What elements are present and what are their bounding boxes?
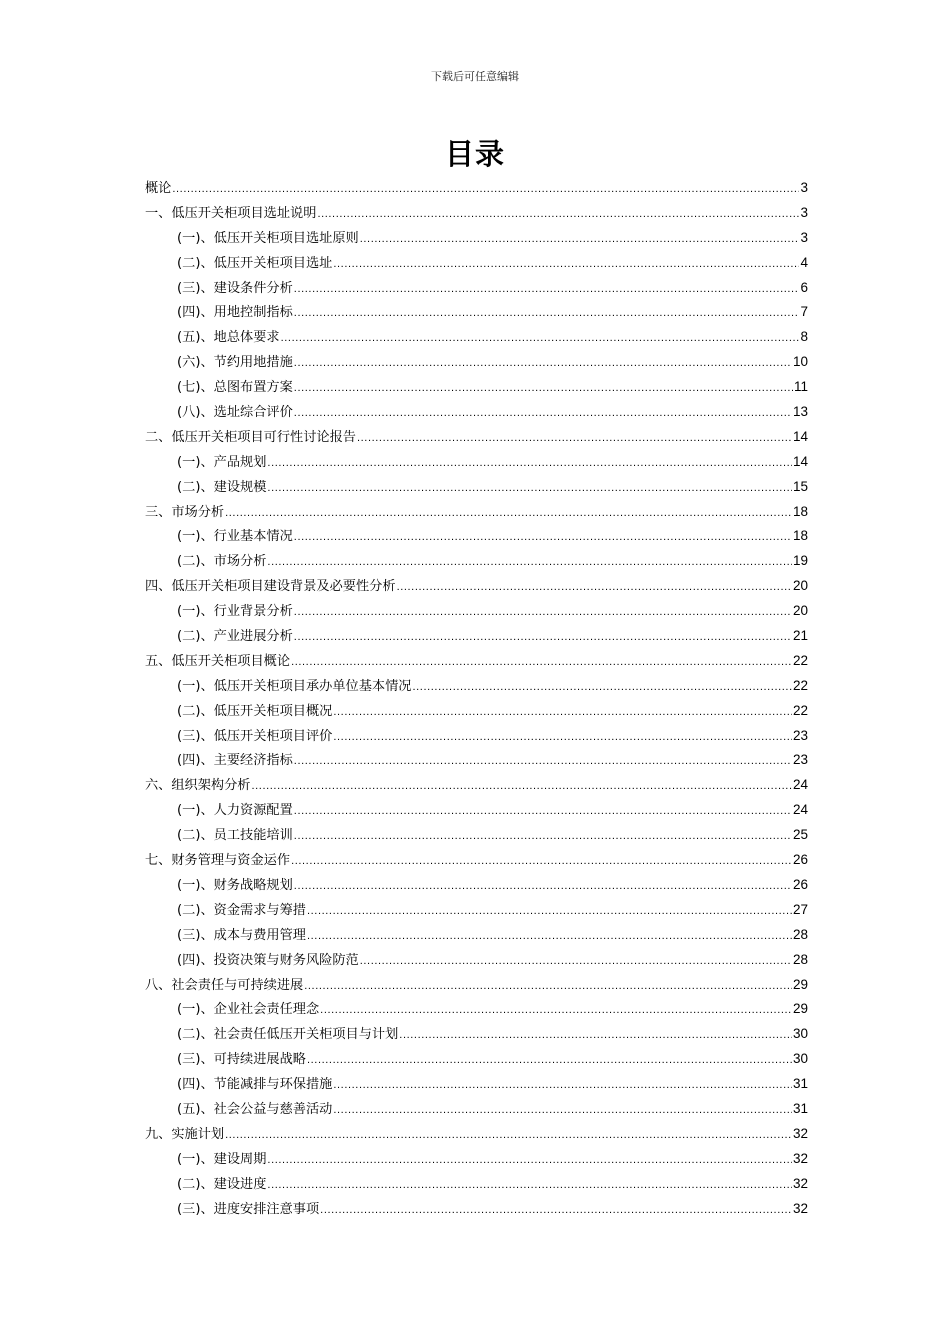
- toc-dot-leader: [307, 1048, 792, 1073]
- toc-entry-label: (一)、财务战略规划: [177, 877, 293, 893]
- toc-entry[interactable]: [145, 500, 808, 525]
- toc-entry[interactable]: [145, 898, 808, 923]
- toc-entry[interactable]: [145, 724, 808, 749]
- toc-entry[interactable]: [145, 1022, 808, 1047]
- toc-dot-leader: [225, 501, 792, 526]
- toc-entry[interactable]: [145, 973, 808, 998]
- toc-entry[interactable]: [145, 948, 808, 973]
- table-of-contents: [145, 176, 808, 1221]
- toc-entry[interactable]: [145, 425, 808, 450]
- toc-dot-leader: [333, 700, 792, 725]
- toc-entry[interactable]: [145, 325, 808, 350]
- toc-dot-leader: [412, 675, 791, 700]
- toc-entry-label: (三)、建设条件分析: [177, 280, 293, 296]
- toc-dot-leader: [320, 998, 792, 1023]
- toc-entry[interactable]: [145, 1172, 808, 1197]
- toc-entry-page-number: 22: [792, 677, 808, 693]
- toc-entry[interactable]: [145, 798, 808, 823]
- toc-entry-label: (二)、建设规模: [177, 479, 267, 495]
- toc-dot-leader: [317, 202, 799, 227]
- toc-entry-page-number: 18: [792, 503, 808, 519]
- toc-dot-leader: [360, 227, 800, 252]
- toc-dot-leader: [320, 1198, 792, 1223]
- toc-entry-label: (二)、建设进度: [177, 1176, 267, 1192]
- toc-dot-leader: [267, 1173, 792, 1198]
- toc-entry[interactable]: [145, 599, 808, 624]
- toc-entry-page-number: 26: [792, 876, 808, 892]
- toc-dot-leader: [267, 1148, 792, 1173]
- toc-entry[interactable]: [145, 201, 808, 226]
- toc-dot-leader: [281, 326, 800, 351]
- toc-entry-page-number: 6: [800, 279, 808, 295]
- toc-entry-label: (八)、选址综合评价: [177, 405, 293, 421]
- toc-entry-page-number: 32: [792, 1175, 808, 1191]
- toc-dot-leader: [294, 625, 792, 650]
- toc-entry-label: 五、低压开关柜项目概论: [145, 653, 291, 669]
- toc-entry[interactable]: [145, 375, 808, 400]
- toc-dot-leader: [267, 550, 792, 575]
- toc-entry[interactable]: [145, 350, 808, 375]
- toc-entry[interactable]: [145, 276, 808, 301]
- toc-entry[interactable]: [145, 1072, 808, 1097]
- toc-entry[interactable]: [145, 574, 808, 599]
- toc-entry-page-number: 27: [792, 901, 808, 917]
- toc-entry-label: 六、组织架构分析: [145, 778, 251, 794]
- toc-entry-page-number: 3: [800, 229, 808, 245]
- toc-entry-label: 三、市场分析: [145, 504, 225, 520]
- toc-dot-leader: [291, 849, 792, 874]
- toc-entry-page-number: 20: [792, 578, 808, 594]
- toc-dot-leader: [333, 1073, 792, 1098]
- toc-entry-page-number: 13: [792, 404, 808, 420]
- toc-entry-label: (三)、可持续进展战略: [177, 1052, 306, 1068]
- toc-entry-label: (一)、企业社会责任理念: [177, 1002, 320, 1018]
- toc-entry-page-number: 3: [800, 180, 808, 195]
- toc-entry-label: (二)、资金需求与筹措: [177, 902, 306, 918]
- toc-entry-label: (二)、产业进展分析: [177, 629, 293, 645]
- page-title: 目录: [444, 137, 505, 171]
- toc-entry-label: (四)、节能减排与环保措施: [177, 1077, 333, 1093]
- toc-dot-leader: [294, 376, 793, 401]
- toc-entry-page-number: 32: [792, 1125, 808, 1141]
- toc-entry[interactable]: [145, 524, 808, 549]
- toc-entry[interactable]: [145, 1047, 808, 1072]
- toc-entry-page-number: 14: [792, 453, 808, 469]
- toc-entry-page-number: 25: [792, 827, 808, 843]
- toc-entry[interactable]: [145, 748, 808, 773]
- toc-entry[interactable]: [145, 624, 808, 649]
- toc-dot-leader: [267, 476, 792, 501]
- toc-entry[interactable]: [145, 649, 808, 674]
- toc-dot-leader: [333, 725, 792, 750]
- toc-entry-label: (五)、地总体要求: [177, 330, 280, 346]
- toc-entry-page-number: 31: [792, 1100, 808, 1116]
- toc-entry-page-number: 28: [792, 926, 808, 942]
- toc-entry-label: (三)、进度安排注意事项: [177, 1201, 320, 1217]
- toc-entry[interactable]: [145, 251, 808, 276]
- toc-entry[interactable]: [145, 923, 808, 948]
- toc-dot-leader: [333, 252, 799, 277]
- toc-entry[interactable]: [145, 823, 808, 848]
- toc-entry-page-number: 7: [800, 304, 808, 320]
- toc-entry[interactable]: [145, 699, 808, 724]
- toc-entry-label: 九、实施计划: [145, 1126, 225, 1142]
- toc-entry-label: (一)、产品规划: [177, 454, 267, 470]
- toc-entry-page-number: 26: [792, 852, 808, 868]
- toc-entry-page-number: 21: [792, 628, 808, 644]
- toc-entry-page-number: 11: [793, 379, 808, 395]
- toc-dot-leader: [225, 1123, 792, 1148]
- toc-entry-label: (二)、低压开关柜项目概况: [177, 703, 333, 719]
- toc-entry[interactable]: [145, 400, 808, 425]
- toc-entry-label: 一、低压开关柜项目选址说明: [145, 205, 317, 221]
- toc-entry[interactable]: [145, 873, 808, 898]
- toc-dot-leader: [294, 301, 800, 326]
- toc-entry-label: 八、社会责任与可持续进展: [145, 977, 304, 993]
- toc-entry[interactable]: [145, 773, 808, 798]
- toc-dot-leader: [294, 277, 800, 302]
- toc-entry-label: 七、财务管理与资金运作: [145, 853, 291, 869]
- toc-entry[interactable]: [145, 176, 808, 201]
- toc-dot-leader: [397, 575, 792, 600]
- toc-entry-label: (二)、社会责任低压开关柜项目与计划: [177, 1027, 399, 1043]
- toc-entry-label: 二、低压开关柜项目可行性讨论报告: [145, 429, 356, 445]
- toc-entry[interactable]: [145, 1097, 808, 1122]
- toc-dot-leader: [294, 351, 792, 376]
- toc-entry-page-number: 20: [792, 603, 808, 619]
- toc-entry-page-number: 8: [800, 329, 808, 345]
- toc-entry[interactable]: [145, 475, 808, 500]
- toc-entry-page-number: 15: [792, 478, 808, 494]
- toc-dot-leader: [172, 177, 799, 202]
- toc-dot-leader: [360, 949, 792, 974]
- toc-entry-page-number: 22: [792, 702, 808, 718]
- toc-entry-label: (三)、成本与费用管理: [177, 927, 306, 943]
- toc-entry-page-number: 10: [792, 354, 808, 370]
- toc-entry-page-number: 29: [792, 976, 808, 992]
- toc-dot-leader: [307, 924, 792, 949]
- toc-entry-page-number: 22: [792, 652, 808, 668]
- toc-entry[interactable]: [145, 674, 808, 699]
- toc-entry-page-number: 24: [792, 777, 808, 793]
- toc-dot-leader: [307, 899, 792, 924]
- toc-entry-page-number: 24: [792, 802, 808, 818]
- toc-dot-leader: [294, 525, 792, 550]
- toc-entry-page-number: 19: [792, 553, 808, 569]
- toc-entry-label: 概论: [145, 181, 172, 196]
- toc-entry-label: (二)、市场分析: [177, 554, 267, 570]
- page-header: 下载后可任意编辑: [431, 70, 519, 83]
- toc-entry-page-number: 23: [792, 752, 808, 768]
- toc-entry-label: (一)、行业基本情况: [177, 529, 293, 545]
- toc-entry[interactable]: [145, 997, 808, 1022]
- toc-entry-label: 四、低压开关柜项目建设背景及必要性分析: [145, 579, 396, 595]
- toc-entry[interactable]: [145, 450, 808, 475]
- toc-entry-page-number: 29: [792, 1001, 808, 1017]
- toc-entry-label: (一)、低压开关柜项目选址原则: [177, 230, 359, 246]
- toc-dot-leader: [291, 650, 792, 675]
- toc-entry-label: (一)、建设周期: [177, 1151, 267, 1167]
- toc-dot-leader: [399, 1023, 792, 1048]
- toc-entry-label: (二)、低压开关柜项目选址: [177, 255, 333, 271]
- toc-dot-leader: [294, 600, 792, 625]
- toc-entry-page-number: 14: [792, 428, 808, 444]
- toc-entry-page-number: 30: [792, 1026, 808, 1042]
- toc-dot-leader: [357, 426, 792, 451]
- toc-entry-page-number: 4: [800, 254, 808, 270]
- toc-entry-label: (四)、主要经济指标: [177, 753, 293, 769]
- toc-entry-page-number: 18: [792, 528, 808, 544]
- toc-entry-label: (七)、总图布置方案: [177, 380, 293, 396]
- toc-entry-page-number: 32: [792, 1150, 808, 1166]
- toc-entry-page-number: 3: [800, 204, 808, 220]
- toc-entry[interactable]: [145, 549, 808, 574]
- toc-dot-leader: [294, 874, 792, 899]
- toc-entry-label: (三)、低压开关柜项目评价: [177, 728, 333, 744]
- toc-dot-leader: [252, 774, 792, 799]
- toc-entry[interactable]: [145, 226, 808, 251]
- toc-dot-leader: [294, 401, 792, 426]
- toc-entry[interactable]: [145, 848, 808, 873]
- toc-dot-leader: [294, 799, 792, 824]
- toc-entry[interactable]: [145, 1122, 808, 1147]
- toc-entry-page-number: 30: [792, 1051, 808, 1067]
- toc-dot-leader: [333, 1098, 792, 1123]
- toc-entry-label: (一)、低压开关柜项目承办单位基本情况: [177, 678, 412, 694]
- toc-entry[interactable]: [145, 1197, 808, 1222]
- toc-entry-label: (四)、投资决策与财务风险防范: [177, 952, 359, 968]
- toc-dot-leader: [304, 974, 792, 999]
- toc-entry-page-number: 23: [792, 727, 808, 743]
- toc-entry-label: (六)、节约用地措施: [177, 355, 293, 371]
- toc-dot-leader: [294, 824, 792, 849]
- toc-entry-label: (二)、员工技能培训: [177, 828, 293, 844]
- toc-entry-label: (四)、用地控制指标: [177, 305, 293, 321]
- toc-entry-label: (一)、人力资源配置: [177, 803, 293, 819]
- toc-entry[interactable]: [145, 300, 808, 325]
- toc-entry-page-number: 31: [792, 1076, 808, 1092]
- toc-entry-label: (五)、社会公益与慈善活动: [177, 1101, 333, 1117]
- toc-dot-leader: [294, 749, 792, 774]
- toc-entry-page-number: 32: [792, 1200, 808, 1216]
- toc-entry-label: (一)、行业背景分析: [177, 604, 293, 620]
- toc-entry[interactable]: [145, 1147, 808, 1172]
- toc-dot-leader: [267, 451, 792, 476]
- toc-entry-page-number: 28: [792, 951, 808, 967]
